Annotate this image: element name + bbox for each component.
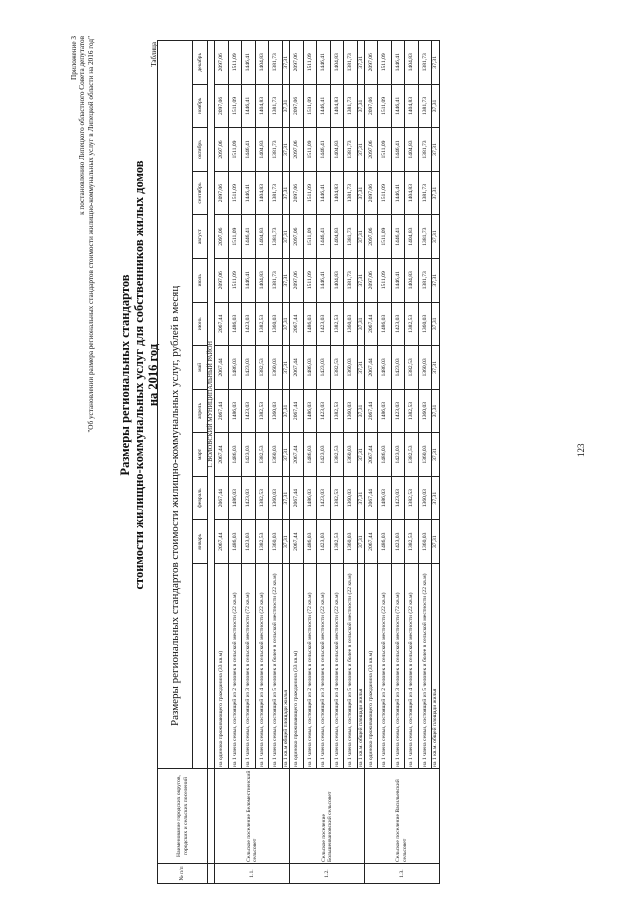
value-cell: 37,31 xyxy=(282,258,289,302)
value-cell: 2097,06 xyxy=(215,40,229,84)
value-cell: 1404,83 xyxy=(255,171,269,215)
table-row xyxy=(290,40,304,883)
value-cell: 1511,09 xyxy=(378,128,392,172)
value-cell: 2097,06 xyxy=(215,128,229,172)
value-cell: 1360,03 xyxy=(344,476,358,520)
value-cell: 37,31 xyxy=(282,433,289,477)
value-cell: 1446,41 xyxy=(242,128,256,172)
value-cell: 1360,03 xyxy=(269,346,283,390)
value-cell: 1486,03 xyxy=(303,346,317,390)
value-cell: 37,31 xyxy=(282,476,289,520)
value-cell: 2067,44 xyxy=(215,476,229,520)
value-cell: 37,31 xyxy=(357,389,364,433)
standards-table xyxy=(157,40,440,884)
table-row xyxy=(303,40,317,883)
value-cell: 1360,03 xyxy=(418,302,432,346)
value-cell: 1404,83 xyxy=(405,171,419,215)
value-cell: 2097,06 xyxy=(364,258,378,302)
value-cell: 1511,09 xyxy=(378,171,392,215)
value-cell: 1486,03 xyxy=(303,389,317,433)
value-cell: 2097,06 xyxy=(215,84,229,128)
value-cell: 1360,03 xyxy=(269,389,283,433)
value-cell: 2067,44 xyxy=(215,520,229,564)
month-header: январь xyxy=(193,520,208,564)
value-cell: 1511,09 xyxy=(303,128,317,172)
value-cell: 37,31 xyxy=(432,258,439,302)
value-cell: 2097,06 xyxy=(364,84,378,128)
value-cell: 37,31 xyxy=(432,215,439,259)
value-cell: 2067,44 xyxy=(364,476,378,520)
value-cell: 1511,09 xyxy=(228,128,242,172)
value-cell: 1486,03 xyxy=(378,389,392,433)
value-cell: 1360,03 xyxy=(344,389,358,433)
row-description: на 1 члена семьи, состоящей из 4 человек в сельской местности (22 кв.м) xyxy=(330,564,344,769)
value-cell: 1360,03 xyxy=(344,302,358,346)
value-cell: 1446,41 xyxy=(391,215,405,259)
value-cell: 37,31 xyxy=(357,40,364,84)
row-description: на 1 кв.м общей площади жилья xyxy=(282,564,289,769)
value-cell: 1511,09 xyxy=(303,215,317,259)
value-cell: 37,31 xyxy=(432,476,439,520)
month-header: июнь xyxy=(193,302,208,346)
value-cell: 2097,06 xyxy=(290,215,304,259)
table-row xyxy=(317,40,331,883)
value-cell: 37,31 xyxy=(432,40,439,84)
value-cell: 1404,83 xyxy=(330,215,344,259)
value-cell: 1423,03 xyxy=(391,476,405,520)
value-cell: 1381,73 xyxy=(344,258,358,302)
value-cell: 2067,44 xyxy=(290,476,304,520)
page-number: 123 xyxy=(576,443,586,457)
row-description: на 1 члена семьи, состоящей из 5 человек и более в сельской местности (22 кв.м) xyxy=(418,564,432,769)
value-cell: 1360,03 xyxy=(269,302,283,346)
month-header: август xyxy=(193,215,208,259)
value-cell: 37,31 xyxy=(357,476,364,520)
title-line-3: на 2016 год xyxy=(146,343,160,407)
month-header: февраль xyxy=(193,476,208,520)
value-cell: 1382,53 xyxy=(255,520,269,564)
value-cell: 1423,03 xyxy=(242,389,256,433)
value-cell: 1381,73 xyxy=(418,215,432,259)
value-cell: 2097,06 xyxy=(290,258,304,302)
value-cell: 2067,44 xyxy=(290,520,304,564)
table-body xyxy=(208,40,440,883)
month-header: сентябрь xyxy=(193,171,208,215)
value-cell: 1446,41 xyxy=(317,258,331,302)
month-header: ноябрь xyxy=(193,84,208,128)
title-line-1: Размеры региональных стандартов xyxy=(118,274,132,476)
table-row xyxy=(405,40,419,883)
value-cell: 1511,09 xyxy=(303,84,317,128)
value-cell: 1360,03 xyxy=(269,476,283,520)
group-header: Размеры региональных стандартов стоимости жилищно-коммунальных услуг, рублей в месяц xyxy=(158,40,193,768)
value-cell: 1381,73 xyxy=(269,258,283,302)
group-name: Сельское поселение Беломестненский сельсовет xyxy=(215,769,290,864)
month-header: март xyxy=(193,433,208,477)
row-description: на 1 члена семьи, состоящей из 5 человек и более в сельской местности (22 кв.м) xyxy=(344,564,358,769)
section-row: 1. ВОЛОВСКИЙ МУНИЦИПАЛЬНЫЙ РАЙОН xyxy=(208,40,215,768)
value-cell: 1381,73 xyxy=(344,171,358,215)
value-cell: 37,31 xyxy=(432,433,439,477)
month-header: октябрь xyxy=(193,128,208,172)
value-cell: 1423,03 xyxy=(391,346,405,390)
value-cell: 1423,03 xyxy=(317,520,331,564)
value-cell: 1446,41 xyxy=(391,40,405,84)
value-cell: 37,31 xyxy=(432,389,439,433)
value-cell: 1360,03 xyxy=(418,433,432,477)
row-description: на 1 члена семьи, состоящей из 3 человек в сельской местности (72 кв.м) xyxy=(242,564,256,769)
value-cell: 1511,09 xyxy=(378,84,392,128)
value-cell: 1381,73 xyxy=(418,40,432,84)
value-cell: 2067,44 xyxy=(215,302,229,346)
value-cell: 37,31 xyxy=(282,171,289,215)
value-cell: 1404,83 xyxy=(255,84,269,128)
value-cell: 37,31 xyxy=(282,520,289,564)
value-cell: 1486,03 xyxy=(378,302,392,346)
value-cell: 1382,53 xyxy=(255,433,269,477)
value-cell: 1423,03 xyxy=(391,433,405,477)
value-cell: 1382,53 xyxy=(405,346,419,390)
row-description: на 1 члена семьи, состоящей из 3 человек в сельской местности (72 кв.м) xyxy=(391,564,405,769)
table-row xyxy=(418,40,432,883)
value-cell: 37,31 xyxy=(357,128,364,172)
appendix-number: Приложение 3 xyxy=(70,36,78,80)
value-cell: 37,31 xyxy=(432,128,439,172)
value-cell: 1423,03 xyxy=(317,346,331,390)
value-cell: 1381,73 xyxy=(418,258,432,302)
group-index: 1.3. xyxy=(364,864,439,884)
table-row xyxy=(215,40,229,883)
value-cell: 2097,06 xyxy=(290,171,304,215)
table-row xyxy=(357,40,364,883)
value-cell: 2067,44 xyxy=(290,302,304,346)
value-cell: 1446,41 xyxy=(317,215,331,259)
value-cell: 1381,73 xyxy=(418,84,432,128)
value-cell: 2067,44 xyxy=(215,389,229,433)
value-cell: 1382,53 xyxy=(405,389,419,433)
value-cell: 1381,73 xyxy=(344,40,358,84)
value-cell: 1381,73 xyxy=(269,171,283,215)
value-cell: 1446,41 xyxy=(317,128,331,172)
value-cell: 1446,41 xyxy=(391,128,405,172)
value-cell: 1382,53 xyxy=(405,433,419,477)
row-description: на одиноко проживающего гражданина (33 кв.м) xyxy=(215,564,229,769)
section-blank xyxy=(208,864,215,884)
value-cell: 1423,03 xyxy=(242,520,256,564)
table-row xyxy=(255,40,269,883)
value-cell: 1423,03 xyxy=(242,476,256,520)
value-cell: 1486,03 xyxy=(303,302,317,346)
value-cell: 1360,03 xyxy=(344,346,358,390)
value-cell: 2067,44 xyxy=(364,346,378,390)
month-header: апрель xyxy=(193,389,208,433)
value-cell: 1382,53 xyxy=(255,302,269,346)
value-cell: 37,31 xyxy=(432,84,439,128)
row-description: на одиноко проживающего гражданина (33 кв.м) xyxy=(364,564,378,769)
value-cell: 2097,06 xyxy=(215,258,229,302)
value-cell: 1382,53 xyxy=(330,476,344,520)
value-cell: 1486,03 xyxy=(303,433,317,477)
value-cell: 37,31 xyxy=(357,84,364,128)
value-cell: 1511,09 xyxy=(228,171,242,215)
value-cell: 1360,03 xyxy=(344,433,358,477)
value-cell: 1486,03 xyxy=(378,476,392,520)
value-cell: 1511,09 xyxy=(378,40,392,84)
value-cell: 1486,03 xyxy=(378,433,392,477)
row-description: на 1 кв.м. общей площади жилья xyxy=(432,564,439,769)
section-blank xyxy=(208,769,215,864)
value-cell: 1382,53 xyxy=(330,520,344,564)
value-cell: 1381,73 xyxy=(344,215,358,259)
table-row xyxy=(344,40,358,883)
value-cell: 2067,44 xyxy=(290,346,304,390)
table-row xyxy=(269,40,283,883)
value-cell: 1486,03 xyxy=(228,520,242,564)
value-cell: 1446,41 xyxy=(242,40,256,84)
value-cell: 1404,83 xyxy=(330,128,344,172)
value-cell: 1446,41 xyxy=(391,171,405,215)
value-cell: 1511,09 xyxy=(378,215,392,259)
value-cell: 2067,44 xyxy=(364,433,378,477)
value-cell: 2097,06 xyxy=(364,128,378,172)
value-cell: 1404,83 xyxy=(330,84,344,128)
value-cell: 1423,03 xyxy=(391,302,405,346)
value-cell: 1486,03 xyxy=(228,389,242,433)
value-cell: 1486,03 xyxy=(378,346,392,390)
value-cell: 1446,41 xyxy=(242,215,256,259)
table-row xyxy=(242,40,256,883)
value-cell: 1511,09 xyxy=(303,258,317,302)
value-cell: 37,31 xyxy=(357,520,364,564)
value-cell: 1360,03 xyxy=(418,389,432,433)
value-cell: 37,31 xyxy=(432,520,439,564)
row-description: на 1 члена семьи, состоящей из 4 человек в сельской местности (22 кв.м) xyxy=(255,564,269,769)
document-title xyxy=(118,0,160,755)
group-name: Сельское поселение Большеивановский сельсовет xyxy=(290,769,365,864)
group-name: Сельское поселение Васильевский сельсовет xyxy=(364,769,439,864)
value-cell: 1382,53 xyxy=(255,346,269,390)
value-cell: 1423,03 xyxy=(391,520,405,564)
value-cell: 1423,03 xyxy=(317,302,331,346)
value-cell: 37,31 xyxy=(357,433,364,477)
row-description: на 1 кв.м. общей площади жилья xyxy=(357,564,364,769)
col-number-header: № п/п xyxy=(158,864,208,884)
value-cell: 1486,03 xyxy=(303,476,317,520)
value-cell: 1486,03 xyxy=(228,302,242,346)
value-cell: 1486,03 xyxy=(228,433,242,477)
value-cell: 1381,73 xyxy=(418,171,432,215)
value-cell: 2097,06 xyxy=(290,84,304,128)
value-cell: 37,31 xyxy=(282,40,289,84)
value-cell: 1382,53 xyxy=(405,520,419,564)
value-cell: 1511,09 xyxy=(228,215,242,259)
value-cell: 1404,83 xyxy=(405,40,419,84)
month-header: май xyxy=(193,346,208,390)
value-cell: 1423,03 xyxy=(317,476,331,520)
value-cell: 37,31 xyxy=(357,346,364,390)
title-line-2: стоимости жилищно-коммунальных услуг для собственников жилых домов xyxy=(132,160,146,590)
blank-header-cell xyxy=(193,564,208,769)
value-cell: 37,31 xyxy=(357,171,364,215)
value-cell: 37,31 xyxy=(432,302,439,346)
value-cell: 2097,06 xyxy=(364,171,378,215)
value-cell: 2067,44 xyxy=(215,433,229,477)
value-cell: 1404,83 xyxy=(255,128,269,172)
value-cell: 2067,44 xyxy=(364,302,378,346)
row-description: на 1 члена семьи, состоящей из 2 человек в сельской местности (22 кв.м) xyxy=(378,564,392,769)
value-cell: 1381,73 xyxy=(269,128,283,172)
value-cell: 1486,03 xyxy=(228,346,242,390)
value-cell: 1446,41 xyxy=(391,84,405,128)
row-description: на одиноко проживающего гражданина (33 кв.м) xyxy=(290,564,304,769)
value-cell: 1423,03 xyxy=(391,389,405,433)
value-cell: 1423,03 xyxy=(317,433,331,477)
value-cell: 1382,53 xyxy=(405,302,419,346)
value-cell: 37,31 xyxy=(282,128,289,172)
row-description: на 1 члена семьи, состоящей из 4 человек в сельской местности (22 кв.м) xyxy=(405,564,419,769)
value-cell: 2067,44 xyxy=(215,346,229,390)
month-header: июль xyxy=(193,258,208,302)
table-row xyxy=(378,40,392,883)
value-cell: 1360,03 xyxy=(418,476,432,520)
value-cell: 1360,03 xyxy=(269,433,283,477)
value-cell: 2097,06 xyxy=(215,215,229,259)
value-cell: 1382,53 xyxy=(330,389,344,433)
value-cell: 2067,44 xyxy=(364,520,378,564)
table-row xyxy=(364,40,378,883)
value-cell: 1423,03 xyxy=(242,346,256,390)
value-cell: 37,31 xyxy=(282,302,289,346)
value-cell: 1511,09 xyxy=(378,258,392,302)
value-cell: 1381,73 xyxy=(269,84,283,128)
value-cell: 1381,73 xyxy=(269,40,283,84)
value-cell: 2067,44 xyxy=(290,433,304,477)
value-cell: 1404,83 xyxy=(405,258,419,302)
value-cell: 1446,41 xyxy=(242,84,256,128)
month-header: декабрь xyxy=(193,40,208,84)
value-cell: 1486,03 xyxy=(378,520,392,564)
value-cell: 1446,41 xyxy=(317,171,331,215)
value-cell: 1511,09 xyxy=(303,171,317,215)
value-cell: 1446,41 xyxy=(317,40,331,84)
value-cell: 37,31 xyxy=(357,215,364,259)
row-description: на 1 члена семьи, состоящей из 2 человек в сельской местности (72 кв.м) xyxy=(303,564,317,769)
appendix-line-2: "Об установлении размера региональных стандартов стоимости жилищно-коммунальных услуг в Липецкой области на 2016 год" xyxy=(86,36,95,433)
value-cell: 1360,03 xyxy=(418,520,432,564)
table-row xyxy=(282,40,289,883)
table-row xyxy=(391,40,405,883)
group-index: 1.1. xyxy=(215,864,290,884)
value-cell: 1382,53 xyxy=(330,302,344,346)
value-cell: 2097,06 xyxy=(290,40,304,84)
value-cell: 1360,03 xyxy=(344,520,358,564)
value-cell: 1404,83 xyxy=(255,215,269,259)
value-cell: 1404,83 xyxy=(330,171,344,215)
value-cell: 2097,06 xyxy=(364,215,378,259)
value-cell: 1446,41 xyxy=(317,84,331,128)
row-description: на 1 члена семьи, состоящей из 3 человек в сельской местности (22 кв.м) xyxy=(317,564,331,769)
value-cell: 1404,83 xyxy=(405,84,419,128)
value-cell: 1381,73 xyxy=(269,215,283,259)
table-label: Таблица xyxy=(150,42,158,67)
row-description: на 1 члена семьи, состоящей из 2 человек в сельской местности (22 кв.м) xyxy=(228,564,242,769)
table-row xyxy=(432,40,439,883)
value-cell: 1360,03 xyxy=(269,520,283,564)
table-row xyxy=(228,40,242,883)
value-cell: 37,31 xyxy=(282,389,289,433)
value-cell: 2067,44 xyxy=(364,389,378,433)
value-cell: 1360,03 xyxy=(418,346,432,390)
value-cell: 1382,53 xyxy=(405,476,419,520)
value-cell: 1382,53 xyxy=(330,346,344,390)
value-cell: 1486,03 xyxy=(303,520,317,564)
value-cell: 1486,03 xyxy=(228,476,242,520)
row-description: на 1 члена семьи, состоящей из 5 человек и более в сельской местности (22 кв.м) xyxy=(269,564,283,769)
value-cell: 1404,83 xyxy=(255,40,269,84)
value-cell: 1382,53 xyxy=(330,433,344,477)
value-cell: 1446,41 xyxy=(391,258,405,302)
value-cell: 1511,09 xyxy=(228,258,242,302)
value-cell: 37,31 xyxy=(282,84,289,128)
value-cell: 1423,03 xyxy=(242,302,256,346)
value-cell: 2097,06 xyxy=(364,40,378,84)
appendix-line-1: к постановлению Липецкого областного Совета депутатов xyxy=(78,36,87,215)
value-cell: 37,31 xyxy=(357,302,364,346)
value-cell: 37,31 xyxy=(432,171,439,215)
value-cell: 37,31 xyxy=(282,346,289,390)
value-cell: 1511,09 xyxy=(228,40,242,84)
value-cell: 1446,41 xyxy=(242,258,256,302)
value-cell: 1404,83 xyxy=(405,128,419,172)
value-cell: 1382,53 xyxy=(255,476,269,520)
value-cell: 1381,73 xyxy=(344,128,358,172)
value-cell: 1511,09 xyxy=(228,84,242,128)
value-cell: 37,31 xyxy=(432,346,439,390)
value-cell: 37,31 xyxy=(282,215,289,259)
value-cell: 1381,73 xyxy=(344,84,358,128)
value-cell: 1381,73 xyxy=(418,128,432,172)
value-cell: 1404,83 xyxy=(330,258,344,302)
value-cell: 1404,83 xyxy=(255,258,269,302)
table-row xyxy=(330,40,344,883)
value-cell: 1404,83 xyxy=(405,215,419,259)
group-index: 1.2. xyxy=(290,864,365,884)
value-cell: 1446,41 xyxy=(242,171,256,215)
col-name-header: Наименование городских округов, городских и сельских поселений xyxy=(158,769,208,864)
value-cell: 2097,06 xyxy=(215,171,229,215)
value-cell: 1511,09 xyxy=(303,40,317,84)
value-cell: 1404,83 xyxy=(330,40,344,84)
value-cell: 1423,03 xyxy=(242,433,256,477)
value-cell: 1382,53 xyxy=(255,389,269,433)
value-cell: 2067,44 xyxy=(290,389,304,433)
value-cell: 1423,03 xyxy=(317,389,331,433)
value-cell: 37,31 xyxy=(357,258,364,302)
value-cell: 2097,06 xyxy=(290,128,304,172)
appendix-block xyxy=(70,36,95,496)
